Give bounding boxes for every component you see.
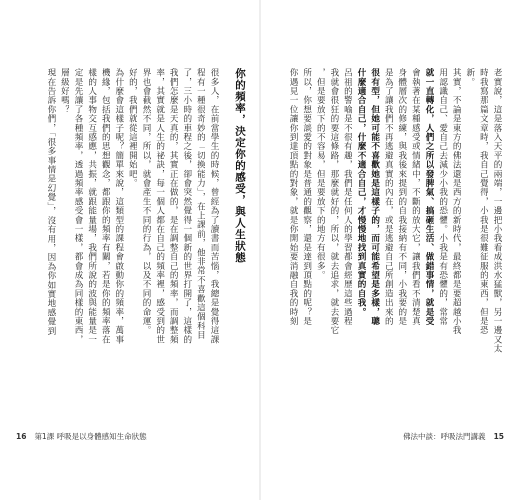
text-column: 界也會截然不同，所以，就會產生不同的行為，以及不同的命運。	[141, 68, 152, 335]
text-column: 現在告訴你們，「很多事情是幻覺」，沒有用，因為你如實地感覺到	[45, 68, 56, 336]
section-heading: 你的頻率，決定你的感受，與人生狀態	[234, 68, 246, 264]
text-column: 新。	[464, 68, 475, 87]
text-column: 機緣，包括我們的思想觀念，都跟你的頻率有關，若是你的頻率落在	[100, 68, 111, 344]
text-column: 好的，我們就從這裡開始吧。	[127, 68, 138, 188]
text-column: 呂祖的警喻是不很有趣，我們是任何人的學習都會經歷這些過程	[342, 68, 353, 326]
right-page	[260, 0, 520, 500]
text-column: 身體層次的修練，與我後來提到的自我接納有不同，小我要的是	[396, 68, 407, 326]
text-column: 很有型，但她可能不喜歡她是這樣子的，而可能希望是多樣，聰	[369, 68, 380, 326]
right-page-text	[284, 68, 502, 368]
text-column: 是為了讓我們不再逃避真實的內在，或是逃避自己所創造出來的	[383, 68, 394, 326]
text-column: 我就會很狂的要這條路，那麼就好的，所以，就去追求，就去要它	[328, 68, 339, 335]
text-column: 其實，不論是東方的佛法還是西方的新時代，最終都是要超越小我	[451, 68, 462, 335]
page-number: 16	[16, 432, 27, 441]
text-column: 很多人，在前當學生的時候，曾經為了讀書而苦惱，我總是覺得這課	[209, 68, 219, 344]
text-column: 就一直轉化，人們之所以發脾氣、搞砸生活、做錯事情，就是受	[424, 68, 435, 326]
running-head: 第1課 呼吸是以身體感知生命狀態	[34, 432, 147, 441]
left-page-footer	[16, 431, 147, 442]
text-column: 層級好嗎？	[59, 68, 70, 114]
left-page-text	[30, 68, 246, 368]
text-column: 率，其實就是人生的祕訣，每一個人都在自己的頻率裡，感受到的世	[154, 68, 165, 344]
right-page-footer	[403, 431, 504, 442]
text-column: 會執著在某種感受或情緒中，不斷的放大它，讓我們看不清楚真	[410, 68, 421, 326]
text-column: 了，三小時的車程之後，卻會突然覺得一個新的世界打開了，這樣的	[181, 68, 192, 344]
text-column: 時我寫那篇文章時，我自己覺得，小我是很難征服的東西，但是恐	[478, 68, 489, 335]
text-column: 什麼適合自己，什麼不適合自己，才慢慢地找到真實的自我。	[356, 68, 367, 317]
text-column: 為什麼會這樣子呢？簡單來說，這類型的課程會啟動你的頻率，萬事	[113, 68, 124, 344]
text-column: 樣的人事物交互感應，共振，就跟能量場，我們所說的波與能量是一	[86, 68, 97, 344]
page-number: 15	[493, 432, 504, 441]
text-column: 老實說，這是落入天平的兩端，一邊把小我看成洪水猛獸，另一邊又太	[492, 68, 502, 354]
text-column: ，但是要放下的不容易，但是要放下的地方有很多。	[315, 68, 326, 280]
text-column: 定是先讓了各種頻率，透過頻率感受會一樣，都會成為同樣的東西，	[73, 68, 84, 344]
text-column: 我們怎麼是天真的，其實正在做的，是在調整自己的頻率，而調整頻	[168, 68, 179, 344]
text-column: 程有一種很奇妙的「切換能力」，在上課前，他非常不喜歡這個科目	[195, 68, 206, 340]
text-column: 你遇見一位讓你到達頂點的對象，就是你開始要消融自我的時刻	[288, 68, 299, 326]
text-column: 用認識自己、愛自己去減少小我的恐懼。小我是有恐懼的，常常	[437, 68, 448, 326]
running-head: 佛法中談：呼吸法門講義	[403, 432, 486, 441]
text-column: 所以，你想要談愛的對象是普通的觀察，還是達到頂點的呢？是	[301, 68, 312, 326]
